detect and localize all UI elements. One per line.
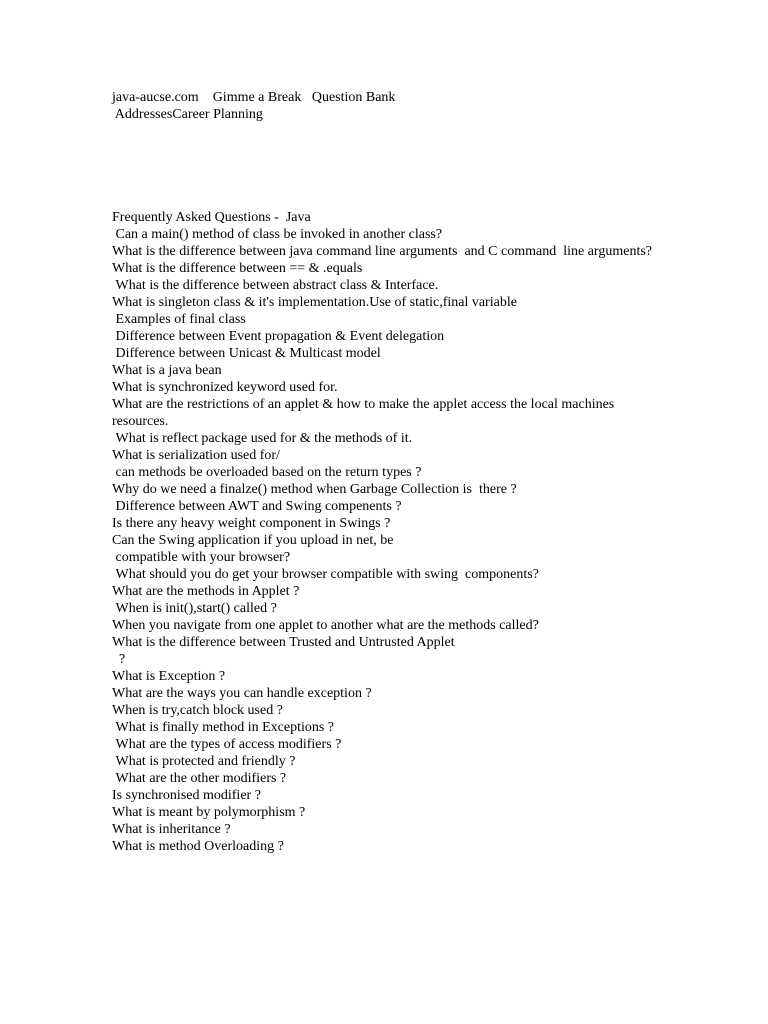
question-item: compatible with your browser? — [112, 550, 291, 565]
question-item: What is synchronized keyword used for. — [112, 380, 338, 395]
question-item: Difference between Unicast & Multicast model — [112, 346, 381, 361]
question-item: What is the difference between java command line arguments and C command line arguments? — [112, 244, 652, 259]
question-item: What is the difference between Trusted and Untrusted Applet — [112, 635, 455, 650]
question-item: Is synchronised modifier ? — [112, 788, 261, 803]
nav-link-addresses[interactable]: Addresses — [112, 107, 173, 122]
nav-link-career-planning[interactable]: Career Planning — [172, 107, 263, 122]
question-item: Can the Swing application if you upload in net, be — [112, 533, 394, 548]
question-item: What is reflect package used for & the methods of it. — [112, 431, 413, 446]
question-item: What are the methods in Applet ? — [112, 584, 300, 599]
question-item: Examples of final class — [112, 312, 246, 327]
question-item: Is there any heavy weight component in Swings ? — [112, 516, 391, 531]
question-item: When you navigate from one applet to another what are the methods called? — [112, 618, 539, 633]
question-item: What is a java bean — [112, 363, 222, 378]
question-item: Why do we need a finalze() method when Garbage Collection is there ? — [112, 482, 517, 497]
question-item: What is protected and friendly ? — [112, 754, 296, 769]
question-item: Difference between Event propagation & Event delegation — [112, 329, 445, 344]
question-item: When is try,catch block used ? — [112, 703, 283, 718]
question-item: ? — [112, 652, 126, 667]
question-item: What is method Overloading ? — [112, 839, 284, 854]
blank-space — [112, 123, 672, 209]
question-item: What is finally method in Exceptions ? — [112, 720, 335, 735]
question-item: What are the types of access modifiers ? — [112, 737, 342, 752]
top-nav — [112, 89, 672, 106]
section-title: Frequently Asked Questions - Java — [112, 210, 311, 225]
question-item: What is the difference between == & .equals — [112, 261, 363, 276]
question-item: What are the ways you can handle exception ? — [112, 686, 372, 701]
nav-link-java-aucse[interactable]: java-aucse.com — [112, 90, 199, 105]
question-item: Difference between AWT and Swing compenents ? — [112, 499, 402, 514]
question-item: What is Exception ? — [112, 669, 226, 684]
question-item: What are the other modifiers ? — [112, 771, 287, 786]
question-item: What is inheritance ? — [112, 822, 231, 837]
nav-link-gimme-a-break[interactable]: Gimme a Break — [212, 90, 302, 105]
question-item: What is serialization used for/ — [112, 448, 280, 463]
question-item: What should you do get your browser compatible with swing components? — [112, 567, 539, 582]
question-item: Can a main() method of class be invoked in another class? — [112, 227, 443, 242]
question-item: What is the difference between abstract class & Interface. — [112, 278, 439, 293]
question-item: When is init(),start() called ? — [112, 601, 277, 616]
question-item: What is singleton class & it's implementation.Use of static,final variable — [112, 295, 517, 310]
page-content — [112, 89, 672, 855]
question-item: What is meant by polymorphism ? — [112, 805, 306, 820]
question-list — [112, 226, 672, 855]
secondary-nav — [112, 106, 672, 123]
question-item: What are the restrictions of an applet & how to make the applet access the local machines resources. — [112, 397, 618, 429]
question-item: can methods be overloaded based on the return types ? — [112, 465, 422, 480]
nav-link-question-bank[interactable]: Question Bank — [311, 90, 396, 105]
